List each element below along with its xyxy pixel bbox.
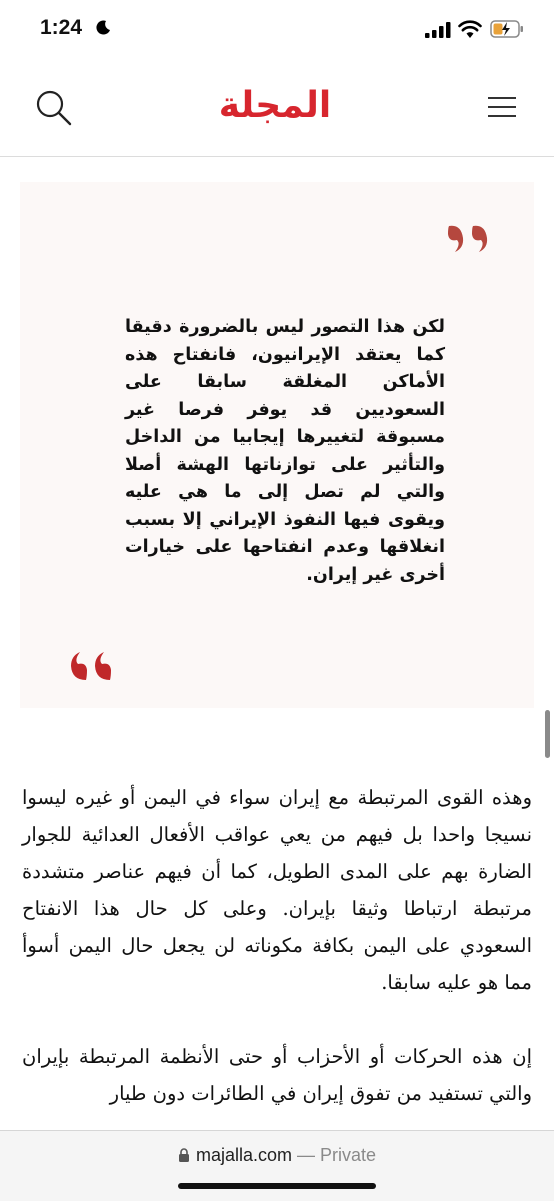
home-indicator <box>178 1183 376 1189</box>
wifi-icon <box>458 19 482 38</box>
url-domain: majalla.com <box>195 1145 292 1165</box>
site-logo[interactable]: المجلة <box>218 85 332 126</box>
article-paragraph: وهذه القوى المرتبطة مع إيران سواء في اليمن أو غيره ليسوا نسيجا واحدا بل فيهم من يعي عواقب الأفعال العدائية للجوار الضارة بهم على المدى الطويل، كما أن فيهم عناصر متشددة مرتبطة ارتباطا وثيقا بإيران. وعلى كل حال هذا الانفتاح السعودي على اليمن بكافة مكوناته لن يجعل حال اليمن أسوأ مما هو عليه سابقا. <box>22 786 532 994</box>
lock-icon <box>178 1148 190 1162</box>
url-separator: — <box>291 1145 320 1165</box>
private-mode-label: Private <box>320 1145 377 1165</box>
menu-line <box>488 115 516 117</box>
battery-charging-icon <box>490 19 524 39</box>
menu-line <box>488 106 516 108</box>
menu-button[interactable] <box>486 93 518 121</box>
cellular-signal-icon <box>425 22 453 38</box>
article-paragraph: إن هذه الحركات أو الأحزاب أو حتى الأنظمة المرتبطة بإيران والتي تستفيد من تفوق إيران في الطائرات دون طيار <box>22 1045 532 1105</box>
status-bar <box>0 0 554 62</box>
status-time: 1:24 <box>40 16 83 39</box>
search-icon[interactable] <box>34 88 74 128</box>
pull-quote <box>20 182 534 708</box>
browser-address-bar[interactable] <box>0 1130 554 1201</box>
opening-quote-icon <box>445 218 495 258</box>
quote-text: لكن هذا التصور ليس بالضرورة دقيقا كما يعتقد الإيرانيون، فانفتاح هذه الأماكن المغلقة سابقا على السعوديين قد يوفر فرصا غير مسبوقة لتغييرها إيجابيا من الداخل والتأثير على توازناتها الهشة أصلا والتي لم تصل إلى ما هي عليه ويقوى فيها النفوذ الإيراني إلا بسبب انغلاقها وعدم انفتاحها على خيارات أخرى غير إيران. <box>125 317 445 585</box>
menu-line <box>488 97 516 99</box>
scrollbar-thumb[interactable] <box>545 710 550 758</box>
url-display[interactable] <box>0 1145 554 1166</box>
site-header <box>0 62 554 157</box>
moon-icon <box>95 20 111 36</box>
closing-quote-icon <box>64 646 114 686</box>
